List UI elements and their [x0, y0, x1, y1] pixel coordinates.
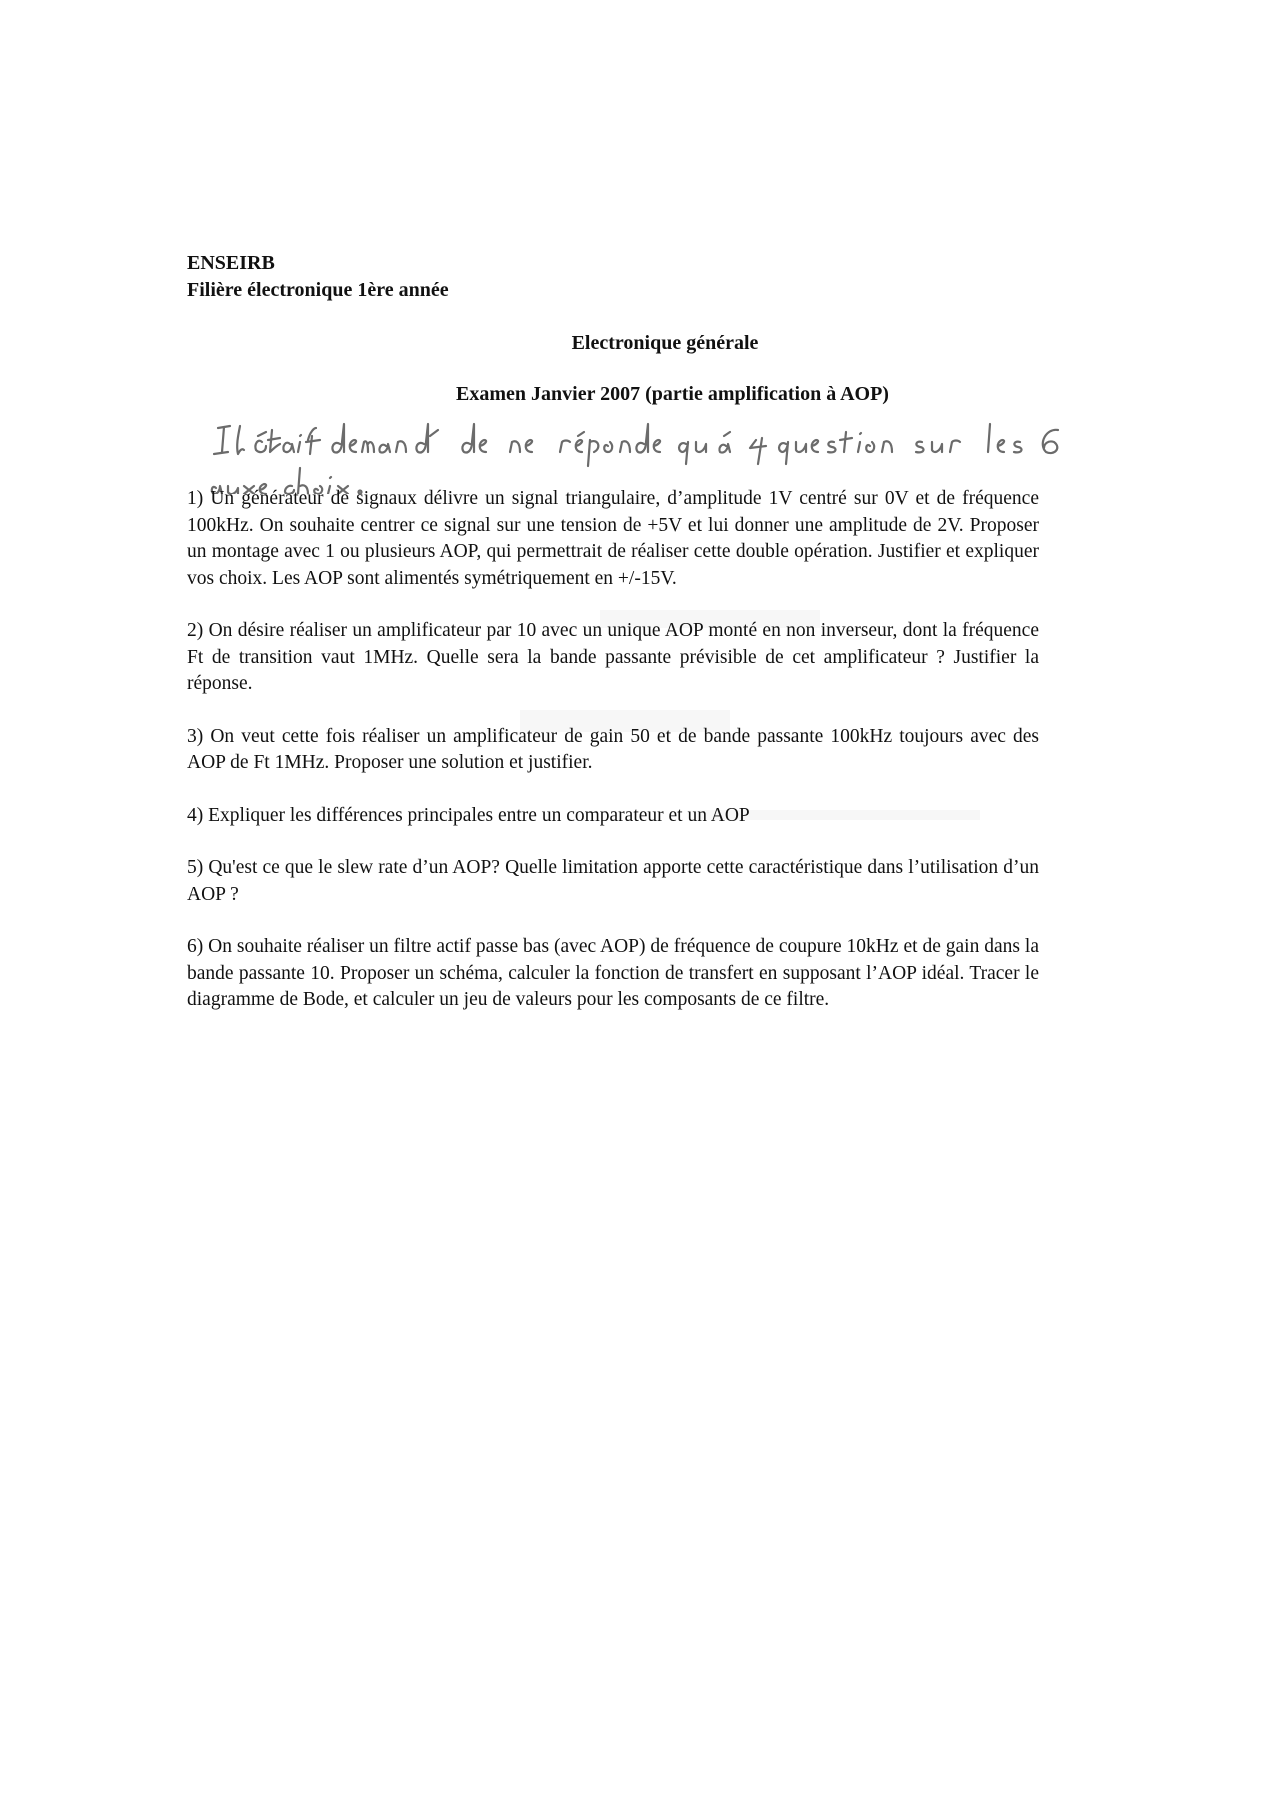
school-name: ENSEIRB	[187, 252, 275, 274]
question-3: 3) On veut cette fois réaliser un amplificateur de gain 50 et de bande passante 100kHz toujours avec des AOP de Ft 1MHz. Proposer une solution et justifier.	[187, 725, 1039, 773]
question-5: 5) Qu'est ce que le slew rate d’un AOP? Quelle limitation apporte cette caractéristique dans l’utilisation d’un AOP ?	[187, 857, 1039, 905]
exam-header	[187, 250, 787, 304]
handwritten-note-drawing	[210, 414, 1080, 494]
question-6: 6) On souhaite réaliser un filtre actif passe bas (avec AOP) de fréquence de coupure 10kHz et de gain dans la bande passante 10. Proposer un schéma, calculer la fonction de transfert en supposant l’AOP idéal. Tracer le diagramme de Bode, et calculer un jeu de valeurs pour les composants de ce filtre.	[187, 936, 1039, 1010]
handwritten-note	[210, 414, 1080, 494]
course-title: Electronique générale	[571, 332, 759, 354]
question-2: 2) On désire réaliser un amplificateur par 10 avec un unique AOP monté en non inverseur, dont la fréquence Ft de transition vaut 1MHz. Quelle sera la bande passante prévisible de cet amplificateur ? Justifier la réponse.	[187, 620, 1039, 694]
question-4: 4) Expliquer les différences principales entre un comparateur et un AOP	[187, 804, 750, 826]
question-list	[187, 486, 1039, 1040]
question-1: 1) Un générateur de signaux délivre un signal triangulaire, d’amplitude 1V centré sur 0V et de fréquence 100kHz. On souhaite centrer ce signal sur une tension de +5V et lui donner une amplitude de 2V. Proposer un montage avec 1 ou plusieurs AOP, qui permettrait de réaliser cette double opération. Justifier et expliquer vos choix. Les AOP sont alimentés symétriquement en +/-15V.	[187, 488, 1039, 589]
program-name: Filière électronique 1ère année	[187, 279, 449, 301]
exam-title: Examen Janvier 2007 (partie amplification à AOP)	[456, 383, 889, 405]
